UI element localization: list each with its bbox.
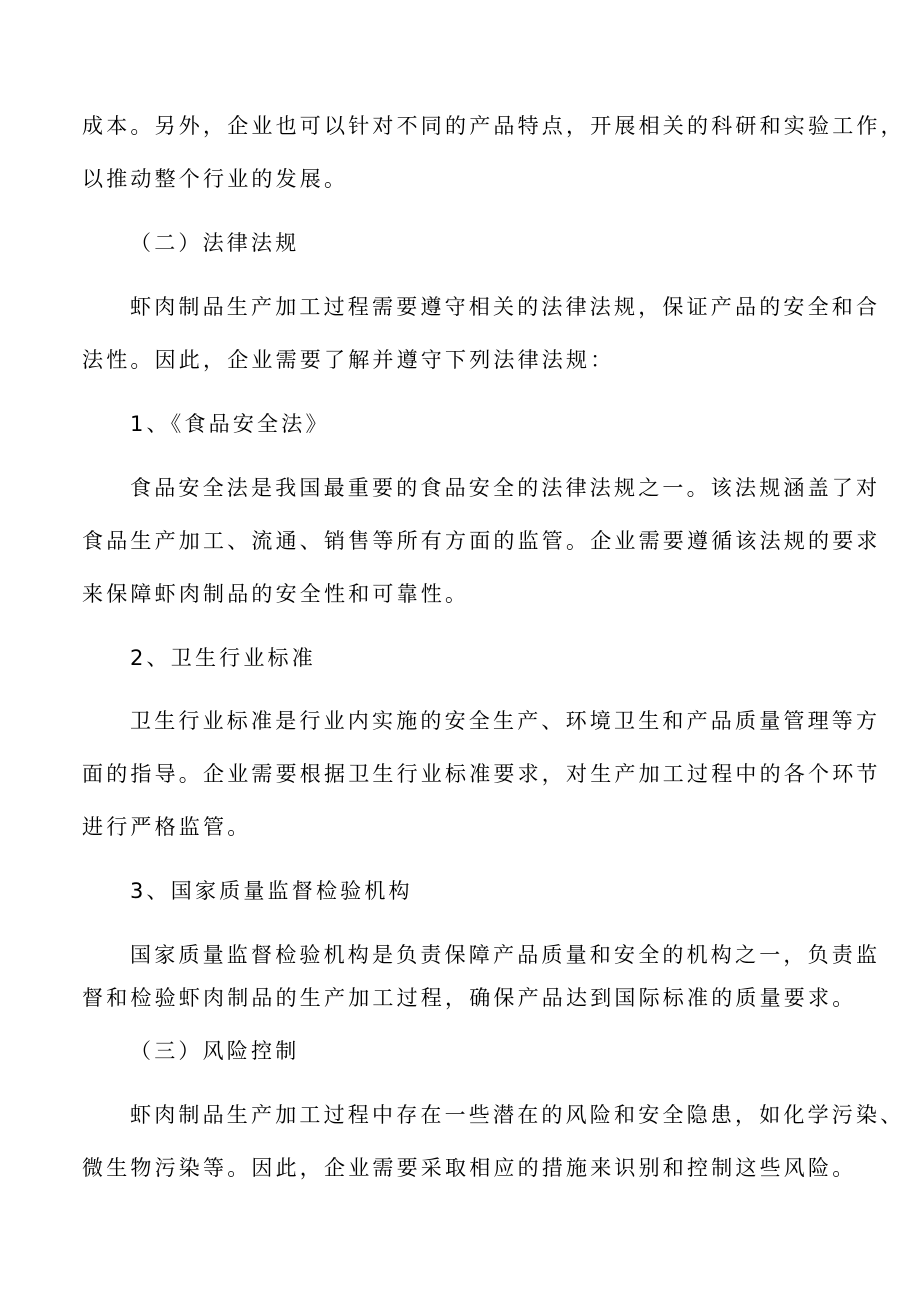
section-3-title: （三）风险控制 (130, 1039, 300, 1063)
paragraph-5-line-2: 督和检验虾肉制品的生产加工过程，确保产品达到国际标准的质量要求。 (82, 986, 857, 1010)
paragraph-6-line-1: 虾肉制品生产加工过程中存在一些潜在的风险和安全隐患，如化学污染、 (130, 1103, 905, 1127)
paragraph-1-line-2: 以推动整个行业的发展。 (82, 167, 349, 191)
paragraph-4-line-3: 进行严格监管。 (82, 815, 252, 839)
paragraph-3-line-2: 食品生产加工、流通、销售等所有方面的监管。企业需要遵循该法规的要求 (82, 529, 881, 553)
paragraph-2-line-2: 法性。因此，企业需要了解并遵守下列法律法规： (82, 348, 615, 372)
item-3-title: 3、国家质量监督检验机构 (130, 879, 413, 903)
paragraph-1-line-1: 成本。另外，企业也可以针对不同的产品特点，开展相关的科研和实验工作， (82, 114, 905, 138)
paragraph-3-line-3: 来保障虾肉制品的安全性和可靠性。 (82, 582, 470, 606)
paragraph-6-line-2: 微生物污染等。因此，企业需要采取相应的措施来识别和控制这些风险。 (82, 1156, 857, 1180)
item-2-title: 2、卫生行业标准 (130, 646, 316, 670)
paragraph-4-line-2: 面的指导。企业需要根据卫生行业标准要求，对生产加工过程中的各个环节 (82, 762, 881, 786)
item-1-title: 1、《食品安全法》 (130, 412, 330, 436)
paragraph-5-line-1: 国家质量监督检验机构是负责保障产品质量和安全的机构之一，负责监 (130, 943, 881, 967)
paragraph-3-line-1: 食品安全法是我国最重要的食品安全的法律法规之一。该法规涵盖了对 (130, 476, 881, 500)
paragraph-2-line-1: 虾肉制品生产加工过程需要遵守相关的法律法规，保证产品的安全和合 (130, 295, 881, 319)
section-2-title: （二）法律法规 (130, 231, 300, 255)
paragraph-4-line-1: 卫生行业标准是行业内实施的安全生产、环境卫生和产品质量管理等方 (130, 709, 881, 733)
